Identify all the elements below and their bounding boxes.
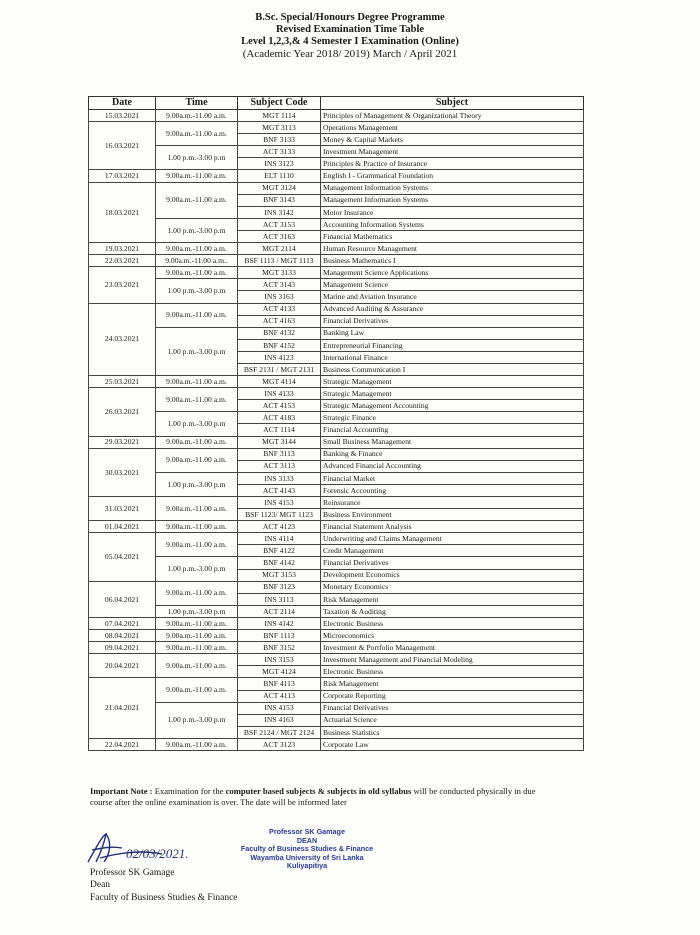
subject-name: Electronic Business xyxy=(321,666,584,678)
exam-date: 22.03.2021 xyxy=(89,255,156,267)
exam-date: 30.03.2021 xyxy=(89,448,156,496)
subject-name: English I - Grammatical Foundation xyxy=(321,170,584,182)
stamp-faculty: Faculty of Business Studies & Finance xyxy=(240,844,374,854)
subject-code: ACT 2114 xyxy=(238,605,321,617)
table-row xyxy=(89,218,584,230)
table-row xyxy=(89,146,584,158)
signatory-title: Dean xyxy=(90,880,111,890)
column-header-subject: Subject xyxy=(321,97,584,110)
subject-name: Small Business Management xyxy=(321,436,584,448)
subject-name: Electronic Business xyxy=(321,617,584,629)
academic-year: (Academic Year 2018/ 2019) March / April 2021 xyxy=(242,48,458,60)
subject-name: Forensic Accounting xyxy=(321,484,584,496)
subject-code: MGT 3153 xyxy=(238,569,321,581)
subject-name: Investment Management xyxy=(321,146,584,158)
exam-date: 06.04.2021 xyxy=(89,581,156,617)
important-note xyxy=(90,786,560,808)
note-text-b: will be conducted physically in due course after the online examination is over. The date will be informed later xyxy=(90,786,536,807)
exam-time: 9.00a.m.-11.00 a.m. xyxy=(156,654,238,678)
subject-name: Risk Management xyxy=(321,678,584,690)
signatory-name: Professor SK Gamage xyxy=(90,868,175,878)
subject-code: ACT 3163 xyxy=(238,230,321,242)
table-row xyxy=(89,581,584,593)
subject-name: Management Information Systems xyxy=(321,194,584,206)
subject-code: BNF 4142 xyxy=(238,557,321,569)
table-row xyxy=(89,738,584,750)
table-row xyxy=(89,678,584,690)
dean-stamp xyxy=(232,828,382,871)
table-row xyxy=(89,255,584,267)
table-row xyxy=(89,497,584,509)
subject-code: MGT 3124 xyxy=(238,182,321,194)
subject-name: Corporate Reporting xyxy=(321,690,584,702)
table-row xyxy=(89,557,584,569)
subject-name: Taxation & Auditing xyxy=(321,605,584,617)
exam-time: 1.00 p.m.-3.00 p.m xyxy=(156,472,238,496)
subject-name: Investment & Portfolio Management xyxy=(321,642,584,654)
table-row xyxy=(89,388,584,400)
table-row xyxy=(89,472,584,484)
subject-code: BNF 4132 xyxy=(238,327,321,339)
exam-date: 20.04.2021 xyxy=(89,654,156,678)
subject-code: ACT 4143 xyxy=(238,484,321,496)
exam-time: 9.00a.m.-11.00 a.m. xyxy=(156,110,238,122)
exam-time: 9.00a.m.-11.00 a.m. xyxy=(156,521,238,533)
subject-code: INS 4133 xyxy=(238,388,321,400)
exam-date: 31.03.2021 xyxy=(89,497,156,521)
subject-name: Financial Accounting xyxy=(321,424,584,436)
subject-name: Motor Insurance xyxy=(321,206,584,218)
table-row xyxy=(89,617,584,629)
subject-code: ACT 4183 xyxy=(238,412,321,424)
table-row xyxy=(89,279,584,291)
subject-name: Actuarial Science xyxy=(321,714,584,726)
subject-code: INS 4142 xyxy=(238,617,321,629)
subject-name: Advanced Auditing & Assurance xyxy=(321,303,584,315)
subject-code: BNF 3133 xyxy=(238,134,321,146)
exam-date: 18.03.2021 xyxy=(89,182,156,242)
subject-code: INS 4163 xyxy=(238,714,321,726)
exam-time: 9.00a.m.-11.00 a.m. xyxy=(156,170,238,182)
table-row xyxy=(89,327,584,339)
subject-code: BSF 2124 / MGT 2124 xyxy=(238,726,321,738)
signature-icon xyxy=(82,828,212,870)
table-row xyxy=(89,303,584,315)
subject-code: INS 4153 xyxy=(238,497,321,509)
subject-code: MGT 3133 xyxy=(238,267,321,279)
subject-code: BSF 1123/ MGT 1123 xyxy=(238,509,321,521)
timetable-body xyxy=(89,110,584,751)
exam-date: 21.04.2021 xyxy=(89,678,156,738)
exam-time: 9.00a.m.-11.00 a.m. xyxy=(156,448,238,472)
subject-name: Financial Market xyxy=(321,472,584,484)
subject-name: Principles & Practice of Insurance xyxy=(321,158,584,170)
column-header-time: Time xyxy=(156,97,238,110)
table-row xyxy=(89,436,584,448)
subject-name: Business Statistics xyxy=(321,726,584,738)
table-row xyxy=(89,182,584,194)
note-label: Important Note : xyxy=(90,786,153,796)
subject-name: Financial Statement Analysis xyxy=(321,521,584,533)
exam-time: 9.00a.m.-11.00 a.m. xyxy=(156,436,238,448)
subject-code: BNF 3113 xyxy=(238,448,321,460)
subject-name: Marine and Aviation Insurance xyxy=(321,291,584,303)
subject-name: Accounting Information Systems xyxy=(321,218,584,230)
subject-code: ACT 4123 xyxy=(238,521,321,533)
stamp-title: DEAN xyxy=(296,835,318,845)
subject-code: MGT 2114 xyxy=(238,243,321,255)
subject-code: BNF 4152 xyxy=(238,339,321,351)
exam-time: 1.00 p.m.-3.00 p.m xyxy=(156,327,238,375)
exam-time: 9.00a.m.-11.00 a.m. xyxy=(156,376,238,388)
table-row xyxy=(89,170,584,182)
subject-code: INS 3113 xyxy=(238,593,321,605)
subject-name: Financial Derivatives xyxy=(321,315,584,327)
subject-name: Advanced Financial Accounting xyxy=(321,460,584,472)
subject-code: ACT 3143 xyxy=(238,279,321,291)
exam-date: 22.04.2021 xyxy=(89,738,156,750)
subject-name: Management Information Systems xyxy=(321,182,584,194)
exam-date: 17.03.2021 xyxy=(89,170,156,182)
stamp-university: Wayamba University of Sri Lanka xyxy=(250,852,364,862)
exam-time: 9.00a.m.-11.00 a.m. xyxy=(156,388,238,412)
table-row xyxy=(89,412,584,424)
subject-code: ACT 1114 xyxy=(238,424,321,436)
subject-name: Human Resource Management xyxy=(321,243,584,255)
subject-code: BNF 3123 xyxy=(238,581,321,593)
subject-code: ACT 4113 xyxy=(238,690,321,702)
table-row xyxy=(89,122,584,134)
subject-name: International Finance xyxy=(321,351,584,363)
exam-date: 15.03.2021 xyxy=(89,110,156,122)
exam-date: 29.03.2021 xyxy=(89,436,156,448)
subject-code: INS 3163 xyxy=(238,291,321,303)
subject-code: INS 3142 xyxy=(238,206,321,218)
exam-time: 9.00a.m.-11.00 a.m. xyxy=(156,617,238,629)
document-header xyxy=(0,12,700,60)
exam-time: 9.00a.m.-11.00 a.m. xyxy=(156,497,238,521)
table-row xyxy=(89,243,584,255)
subject-code: ACT 3123 xyxy=(238,738,321,750)
exam-date: 16.03.2021 xyxy=(89,122,156,170)
exam-time: 9.00a.m.-11.00 a.m. xyxy=(156,581,238,605)
table-header-row xyxy=(89,97,584,110)
subject-code: INS 3123 xyxy=(238,158,321,170)
subject-name: Corporate Law xyxy=(321,738,584,750)
exam-date: 09.04.2021 xyxy=(89,642,156,654)
exam-time: 1.00 p.m.-3.00 p.m xyxy=(156,557,238,581)
exam-time: 9.00a.m.-11.00 a.m.. xyxy=(156,255,238,267)
subject-code: BNF 4122 xyxy=(238,545,321,557)
subject-name: Financial Derivatives xyxy=(321,702,584,714)
subject-code: ACT 3113 xyxy=(238,460,321,472)
exam-time: 9.00a.m.-11.00 a.m. xyxy=(156,738,238,750)
subject-name: Strategic Finance xyxy=(321,412,584,424)
subject-code: ACT 4133 xyxy=(238,303,321,315)
exam-title: Level 1,2,3,& 4 Semester I Examination (Online) xyxy=(241,36,459,47)
note-bold-text: computer based subjects & subjects in old syllabus xyxy=(225,786,412,796)
subject-name: Monetary Economics xyxy=(321,581,584,593)
exam-date: 25.03.2021 xyxy=(89,376,156,388)
table-row xyxy=(89,630,584,642)
table-row xyxy=(89,702,584,714)
subject-name: Business Mathematics I xyxy=(321,255,584,267)
table-row xyxy=(89,448,584,460)
subject-code: BNF 3152 xyxy=(238,642,321,654)
exam-time: 1.00 p.m.-3.00 p.m xyxy=(156,146,238,170)
subject-code: BSF 2131 / MGT 2131 xyxy=(238,363,321,375)
exam-time: 1.00 p.m.-3.00 p.m xyxy=(156,279,238,303)
exam-time: 9.00a.m.-11.00 a.m. xyxy=(156,642,238,654)
subject-code: ELT 1110 xyxy=(238,170,321,182)
exam-date: 01.04.2021 xyxy=(89,521,156,533)
stamp-location: Kuliyapitiya xyxy=(286,861,328,871)
subject-name: Entrepreneurial Financing xyxy=(321,339,584,351)
subject-code: MGT 1114 xyxy=(238,110,321,122)
exam-date: 05.04.2021 xyxy=(89,533,156,581)
subject-name: Strategic Management xyxy=(321,388,584,400)
exam-date: 07.04.2021 xyxy=(89,617,156,629)
subject-code: INS 4153 xyxy=(238,702,321,714)
exam-date: 26.03.2021 xyxy=(89,388,156,436)
subject-name: Risk Management xyxy=(321,593,584,605)
subject-name: Financial Derivatives xyxy=(321,557,584,569)
exam-time: 1.00 p.m.-3.00 p.m xyxy=(156,702,238,738)
subject-code: ACT 3133 xyxy=(238,146,321,158)
subject-name: Operations Management xyxy=(321,122,584,134)
subject-name: Strategic Management Accounting xyxy=(321,400,584,412)
subject-code: INS 3133 xyxy=(238,472,321,484)
subject-code: BSF 1113 / MGT 1113 xyxy=(238,255,321,267)
subject-name: Reinsurance xyxy=(321,497,584,509)
table-row xyxy=(89,605,584,617)
signature-handwriting: 02/03/2021. xyxy=(126,846,189,861)
column-header-subject-code: Subject Code xyxy=(238,97,321,110)
table-row xyxy=(89,376,584,388)
exam-time: 1.00 p.m.-3.00 p.m xyxy=(156,218,238,242)
exam-time: 9.00a.m.-11.00 a.m. xyxy=(156,122,238,146)
subject-name: Strategic Management xyxy=(321,376,584,388)
programme-title: B.Sc. Special/Honours Degree Programme xyxy=(255,12,445,23)
subject-name: Financial Mathematics xyxy=(321,230,584,242)
subject-name: Principles of Management & Organizational Theory xyxy=(321,110,584,122)
table-row xyxy=(89,654,584,666)
signatory-faculty: Faculty of Business Studies & Finance xyxy=(90,893,238,903)
subject-code: ACT 3153 xyxy=(238,218,321,230)
subject-code: BNF 3143 xyxy=(238,194,321,206)
subject-code: INS 3153 xyxy=(238,654,321,666)
subject-name: Microeconomics xyxy=(321,630,584,642)
table-row xyxy=(89,110,584,122)
exam-date: 23.03.2021 xyxy=(89,267,156,303)
note-text-a: Examination for the xyxy=(152,786,226,796)
subject-name: Banking & Finance xyxy=(321,448,584,460)
exam-time: 9.00a.m.-11.00 a.m. xyxy=(156,678,238,702)
table-row xyxy=(89,533,584,545)
subject-code: ACT 4163 xyxy=(238,315,321,327)
column-header-date: Date xyxy=(89,97,156,110)
subject-name: Business Environment xyxy=(321,509,584,521)
subject-code: MGT 3113 xyxy=(238,122,321,134)
subject-code: INS 4123 xyxy=(238,351,321,363)
subject-name: Underwriting and Claims Management xyxy=(321,533,584,545)
exam-time: 1.00 p.m.-3.00 p.m xyxy=(156,412,238,436)
exam-date: 19.03.2021 xyxy=(89,243,156,255)
stamp-name: Professor SK Gamage xyxy=(269,827,345,836)
subject-name: Development Economics xyxy=(321,569,584,581)
subject-code: MGT 4114 xyxy=(238,376,321,388)
subject-code: ACT 4153 xyxy=(238,400,321,412)
exam-time: 9.00a.m.-11.00 a.m. xyxy=(156,182,238,218)
subject-name: Investment Management and Financial Modeling xyxy=(321,654,584,666)
subject-name: Management Science xyxy=(321,279,584,291)
exam-time: 9.00a.m.-11.00 a.m. xyxy=(156,303,238,327)
subject-name: Money & Capital Markets xyxy=(321,134,584,146)
table-row xyxy=(89,642,584,654)
subject-name: Credit Management xyxy=(321,545,584,557)
subject-code: MGT 4124 xyxy=(238,666,321,678)
subject-code: BNF 1113 xyxy=(238,630,321,642)
exam-time: 9.00a.m.-11.00 a.m. xyxy=(156,243,238,255)
exam-time: 1.00 p.m.-3.00 p.m xyxy=(156,605,238,617)
exam-time: 9.00a.m.-11.00 a.m. xyxy=(156,630,238,642)
subject-name: Business Communication I xyxy=(321,363,584,375)
exam-date: 08.04.2021 xyxy=(89,630,156,642)
subject-name: Management Science Applications xyxy=(321,267,584,279)
subject-code: BNF 4113 xyxy=(238,678,321,690)
exam-timetable xyxy=(88,96,584,751)
table-row xyxy=(89,521,584,533)
exam-time: 9.00a.m.-11.00 a.m. xyxy=(156,533,238,557)
subject-code: MGT 3144 xyxy=(238,436,321,448)
exam-time: 9.00a.m.-11.00 a.m. xyxy=(156,267,238,279)
subject-code: INS 4114 xyxy=(238,533,321,545)
timetable-title: Revised Examination Time Table xyxy=(275,24,425,35)
subject-name: Banking Law xyxy=(321,327,584,339)
table-row xyxy=(89,267,584,279)
exam-date: 24.03.2021 xyxy=(89,303,156,376)
